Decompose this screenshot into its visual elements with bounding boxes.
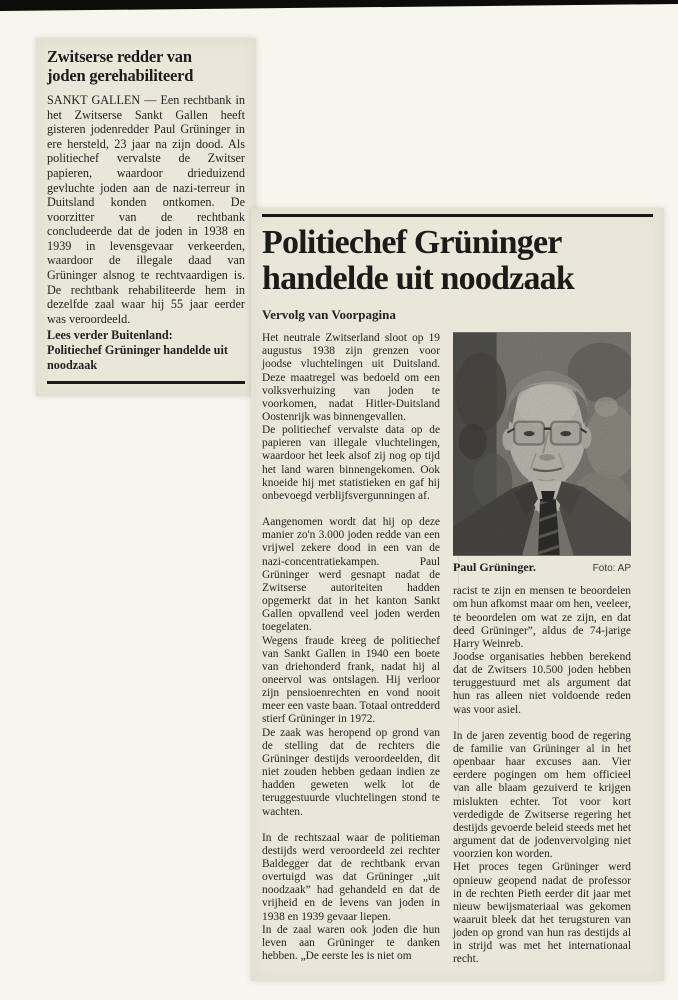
main-clipping [251,208,664,981]
column-left [262,332,440,967]
headline-line-1: Politiechef Grüninger [262,224,562,261]
article-columns [262,332,653,967]
article-paragraph: racist te zijn en mensen te beoordelen om hun afkomst maar om hen, veeleer, te beoordelen om wat ze zijn, en dat deed Grüninger”, aldus de 74-jarige Harry Weinreb. [453,585,631,650]
article-paragraph: In de jaren zeventig bood de regering de familie van Grüninger al in het openbaar haar excuses aan. Vier eerdere pogingen om hem officieel van alle blaam gezuiverd te krijgen mislukten echter. Tot voor kort verdedigde de Zwitserse regering het destijds gevoerde beleid steeds met het argument dat de jodenvervolging niet voorzien kon worden. [453,729,631,861]
article-paragraph: Joodse organisaties hebben berekend dat de Zwitsers 10.500 joden hebben teruggestuurd met als argument dat hun ras alleen niet voldoende reden was voor asiel. [453,651,631,716]
headline-line-1: Zwitserse redder van [47,47,192,66]
scan-top-edge [0,0,678,12]
article-paragraph: De politiechef vervalste data op de papieren van illegale vluchtelingen, waardoor het leek alsof zij nog op tijd het land waren binnengekomen. Ook knoeide hij met statistieken en gaf hij onbevoegd verblijfsvergunningen af. [262,424,440,502]
small-clipping [36,38,256,396]
article-paragraph: In de zaal waren ook joden die hun leven aan Grüninger te danken hebben. „De eerste les is niet om [262,923,440,963]
small-clipping-body: SANKT GALLEN — Een rechtbank in het Zwitserse Sankt Gallen heeft gisteren jodenredder Paul Grüninger in ere hersteld, 23 jaar na zijn dood. Als politiechef vervalste de Zwitser papieren, waardoor drieduizend gevluchte joden aan de nazi-terreur in Duitsland konden ontkomen. De voorzitter van de rechtbank concludeerde dat de joden in 1938 en 1939 in levensgevaar verkeerden, waardoor de illegale daad van Grüninger alsnog te rechtvaardigen is. De rechtbank rehabiliteerde hem in dezelfde zaal waar hij 55 jaar eerder was veroordeeld. [47,92,245,326]
main-headline [262,225,653,297]
article-paragraph: In de rechtszaal waar de politieman destijds werd veroordeeld zei rechter Baldegger dat de rechtbank ervan overtuigd was dat Grüninger „uit noodzaak” had gehandeld en dat de vrijheid en de levens van joden in 1938 en 1939 gevaar liepen. [262,831,440,923]
photo-caption: Paul Grüninger. [453,560,536,575]
read-more-label: Lees verder Buitenland: [47,328,173,343]
article-paragraph: Wegens fraude kreeg de politiechef van Sankt Gallen in 1940 een boete van driehonderd frank, nadat hij al oneervol was ontslagen. Hij verloor zijn pensioenrechten en vond nooit meer een vaste baan. Totaal ontredderd stierf Grüninger in 1972. [262,634,440,726]
continuation-subhead: Vervolg van Voorpagina [262,307,396,323]
bottom-rule [47,381,245,384]
article-paragraph: Het neutrale Zwitserland sloot op 19 augustus 1938 zijn grenzen voor joodse vluchtelingen uit Duitsland. Deze maatregel was bedoeld om een volksverhuizing van joden te voorkomen, nadat Hitler-Duitsland Oostenrijk was binnengevallen. [262,332,440,423]
article-paragraph: De zaak was heropend op grond van de stelling dat de rechters die Grüninger destijds veroordeelden, dit niet zouden hebben gedaan indien ze hadden geweten welk lot de teruggestuurde vluchtelingen stond te wachten. [262,726,440,818]
article-paragraph: Aangenomen wordt dat hij op deze manier zo'n 3.000 joden redde van een vrijwel zekere dood in een van de nazi-concentratiekampen. Paul Grüninger werd gesnapt nadat de Zwitserse autoriteiten hadden opgemerkt dat in het kanton Sankt Gallen opvallend veel joden werden toegelaten. [262,516,440,634]
column-gutter-crease [458,332,459,967]
photo-caption-row [453,561,631,575]
article-paragraph: Het proces tegen Grüninger werd opnieuw geopend nadat de professor in de rechten Pieth eerder dit jaar met nieuw bewijsmateriaal was gekomen waaruit bleek dat het terugsturen van joden op grond van hun ras destijds al in strijd was met het internationaal recht. [453,861,631,966]
top-rule [262,214,653,217]
paul-gruninger-photo [453,332,631,556]
column-right [453,332,631,967]
read-more-title: Politiechef Grüninger handelde uit noodzaak [47,343,228,372]
photo-credit: Foto: AP [592,563,631,575]
headline-line-2: handelde uit noodzaak [262,260,574,298]
small-clipping-headline [47,47,245,86]
headline-line-2: joden gerehabiliteerd [47,66,194,86]
